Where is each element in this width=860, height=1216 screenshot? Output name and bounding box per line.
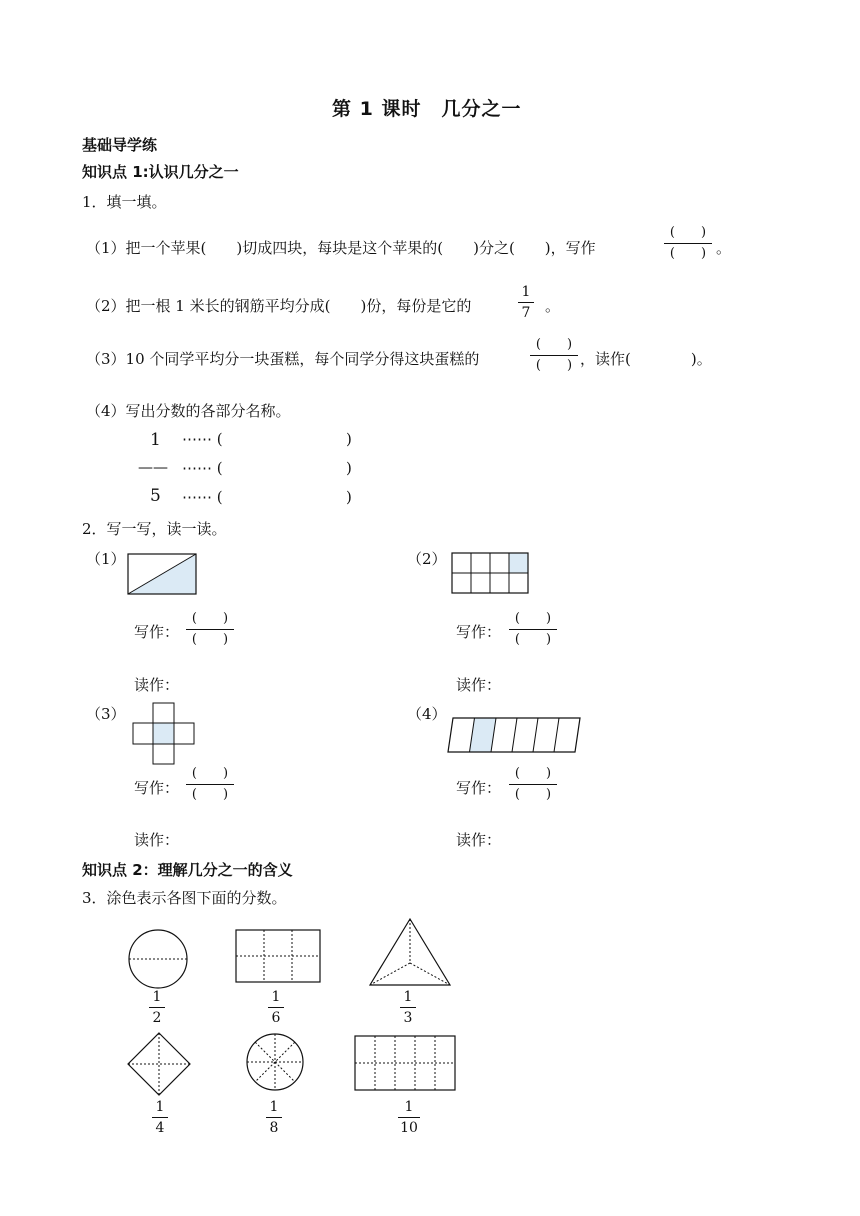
q2-label-4: （4） bbox=[407, 705, 447, 723]
numerator-blank: ( ) bbox=[514, 766, 552, 781]
numerator: 1 bbox=[271, 989, 281, 1005]
q3-fraction-6 bbox=[396, 1100, 422, 1135]
q3-prompt: 3．涂色表示各图下面的分数。 bbox=[82, 889, 287, 907]
fraction-part-close: ) bbox=[346, 459, 352, 477]
diamond-quarters-figure bbox=[126, 1031, 192, 1097]
denominator: 2 bbox=[152, 1010, 162, 1026]
denominator: 4 bbox=[155, 1120, 165, 1136]
write-label: 写作： bbox=[456, 623, 502, 641]
answer-fraction-blank bbox=[509, 767, 557, 802]
write-label: 写作： bbox=[134, 623, 180, 641]
fraction-part-denominator: 5 bbox=[150, 486, 161, 506]
fraction-bar bbox=[149, 1007, 165, 1008]
circle-eighths-figure bbox=[244, 1031, 306, 1093]
numerator-blank: ( ) bbox=[514, 611, 552, 626]
numerator: 1 bbox=[269, 1099, 279, 1115]
rectangle-tenths-figure bbox=[353, 1034, 457, 1092]
q2-label-2: （2） bbox=[407, 550, 447, 568]
denominator: 6 bbox=[271, 1010, 281, 1026]
denominator-blank: ( ) bbox=[514, 632, 552, 647]
q3-fraction-3 bbox=[398, 990, 418, 1025]
q2-label-1: （1） bbox=[86, 550, 126, 568]
fraction-bar bbox=[268, 1007, 284, 1008]
grid-figure bbox=[450, 551, 530, 595]
page-title: 第 1 课时 几分之一 bbox=[332, 98, 522, 120]
answer-fraction-blank bbox=[186, 612, 234, 647]
fraction-bar bbox=[400, 1007, 416, 1008]
denominator: 3 bbox=[403, 1010, 413, 1026]
q3-fraction-5 bbox=[264, 1100, 284, 1135]
q3-fraction-4 bbox=[150, 1100, 170, 1135]
fraction-bar bbox=[509, 629, 557, 630]
write-label: 写作： bbox=[456, 779, 502, 797]
fraction-part-bar: —— bbox=[138, 458, 168, 476]
q1-part3-end: ，读作( )。 bbox=[580, 350, 712, 368]
fraction-part-numerator: 1 bbox=[150, 430, 161, 450]
denominator-blank: ( ) bbox=[669, 246, 707, 261]
q1-prompt: 1．填一填。 bbox=[82, 193, 167, 211]
q3-fraction-2 bbox=[266, 990, 286, 1025]
read-label: 读作： bbox=[456, 676, 502, 694]
fraction-bar bbox=[664, 243, 712, 244]
fraction-part-close: ) bbox=[346, 488, 352, 506]
q1-part4-text: （4）写出分数的各部分名称。 bbox=[86, 402, 291, 420]
fraction-bar bbox=[509, 784, 557, 785]
fraction-bar bbox=[530, 355, 578, 356]
fraction-bar bbox=[186, 784, 234, 785]
q1-part3-fraction-blank bbox=[530, 338, 578, 373]
denominator-blank: ( ) bbox=[191, 632, 229, 647]
fraction-bar bbox=[518, 302, 534, 303]
numerator: 1 bbox=[403, 989, 413, 1005]
denominator-blank: ( ) bbox=[514, 787, 552, 802]
cross-figure bbox=[132, 702, 196, 766]
numerator: 1 bbox=[152, 989, 162, 1005]
numerator-blank: ( ) bbox=[535, 337, 573, 352]
numerator: 1 bbox=[404, 1099, 414, 1115]
fraction-part-dots: ⋯⋯ ( bbox=[182, 430, 223, 448]
answer-fraction-blank bbox=[186, 767, 234, 802]
q1-part2-fraction bbox=[516, 285, 536, 320]
section-heading: 基础导学练 bbox=[82, 136, 158, 154]
denominator-blank: ( ) bbox=[191, 787, 229, 802]
fraction-bar bbox=[186, 629, 234, 630]
fraction-part-close: ) bbox=[346, 430, 352, 448]
knowledge-point-2: 知识点 2：理解几分之一的含义 bbox=[82, 861, 293, 879]
q1-part2-end: 。 bbox=[545, 297, 561, 315]
numerator: 1 bbox=[521, 284, 531, 300]
q1-part1-text: （1）把一个苹果( )切成四块，每块是这个苹果的( )分之( )，写作 bbox=[86, 239, 596, 257]
denominator: 10 bbox=[400, 1120, 418, 1136]
numerator-blank: ( ) bbox=[191, 766, 229, 781]
parallelogram-figure bbox=[446, 716, 582, 754]
rectangle-diagonal-figure bbox=[126, 552, 198, 596]
write-label: 写作： bbox=[134, 779, 180, 797]
fraction-part-dots: ⋯⋯ ( bbox=[182, 488, 223, 506]
q2-label-3: （3） bbox=[86, 705, 126, 723]
fraction-bar bbox=[398, 1117, 420, 1118]
q3-fraction-1 bbox=[147, 990, 167, 1025]
fraction-part-dots: ⋯⋯ ( bbox=[182, 459, 223, 477]
denominator: 7 bbox=[521, 305, 531, 321]
q1-part2-text: （2）把一根 1 米长的钢筋平均分成( )份，每份是它的 bbox=[86, 297, 472, 315]
read-label: 读作： bbox=[456, 831, 502, 849]
answer-fraction-blank bbox=[509, 612, 557, 647]
numerator: 1 bbox=[155, 1099, 165, 1115]
circle-halves-figure bbox=[126, 927, 190, 991]
numerator-blank: ( ) bbox=[669, 225, 707, 240]
read-label: 读作： bbox=[134, 831, 180, 849]
q1-part1-end: 。 bbox=[716, 239, 732, 257]
fraction-bar bbox=[152, 1117, 168, 1118]
q2-prompt: 2．写一写，读一读。 bbox=[82, 520, 227, 538]
rectangle-sixths-figure bbox=[234, 928, 322, 984]
knowledge-point-1: 知识点 1:认识几分之一 bbox=[82, 163, 239, 181]
q1-part1-fraction-blank bbox=[664, 226, 712, 261]
read-label: 读作： bbox=[134, 676, 180, 694]
q1-part3-text: （3）10 个同学平均分一块蛋糕，每个同学分得这块蛋糕的 bbox=[86, 350, 480, 368]
fraction-bar bbox=[266, 1117, 282, 1118]
triangle-thirds-figure bbox=[367, 916, 453, 988]
denominator-blank: ( ) bbox=[535, 358, 573, 373]
denominator: 8 bbox=[269, 1120, 279, 1136]
numerator-blank: ( ) bbox=[191, 611, 229, 626]
